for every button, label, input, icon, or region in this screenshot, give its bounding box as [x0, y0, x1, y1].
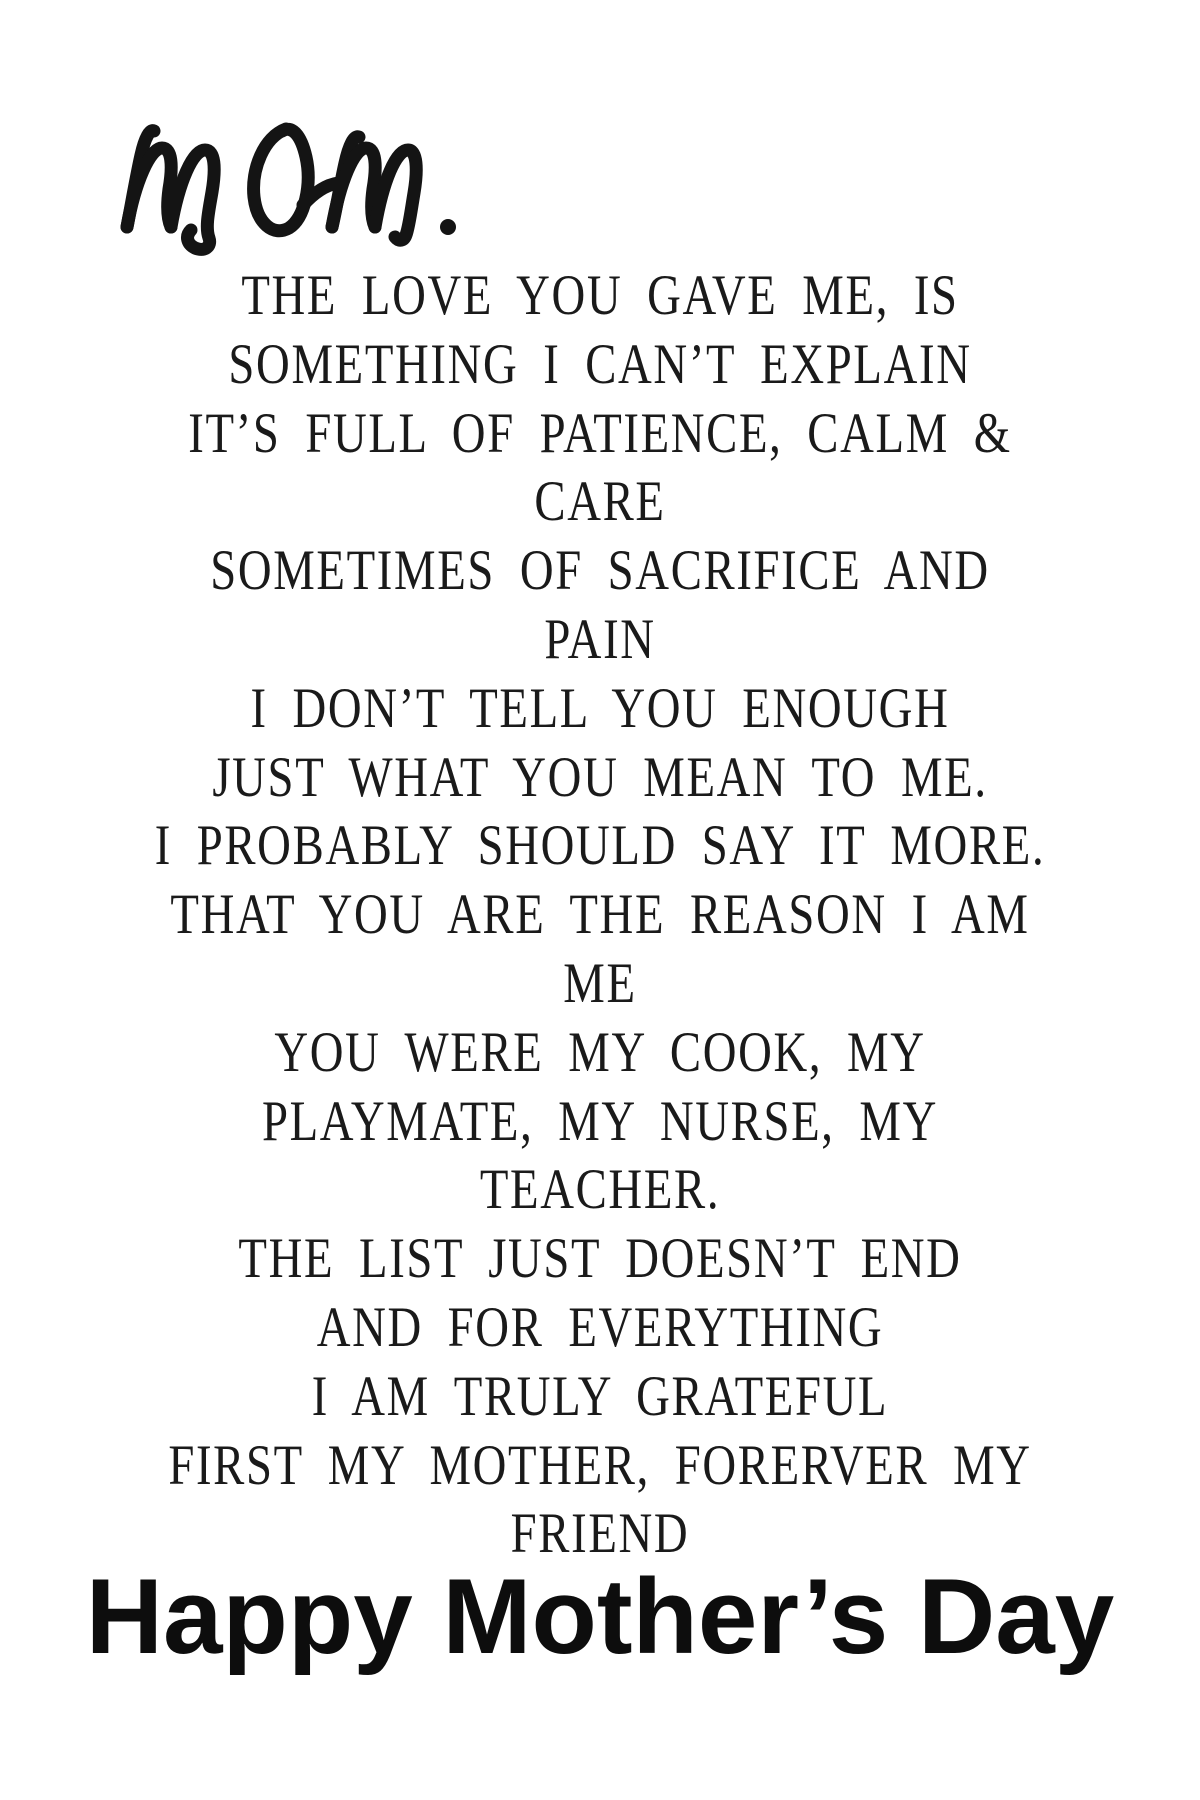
poem-line: THE LIST JUST DOESN’T END	[238, 1227, 962, 1291]
poem	[108, 262, 1092, 1569]
poem-line: THAT YOU ARE THE REASON I AM	[170, 883, 1030, 947]
poem-line: JUST WHAT YOU MEAN TO ME.	[212, 745, 988, 809]
poem-line: CARE	[534, 470, 666, 534]
poem-line: IT’S FULL OF PATIENCE, CALM &	[188, 401, 1012, 465]
poem-line: FRIEND	[510, 1502, 690, 1566]
poem-line: FIRST MY MOTHER, FORERVER MY	[168, 1433, 1032, 1497]
poem-line: PAIN	[544, 607, 656, 671]
poem-line: SOMETHING I CAN’T EXPLAIN	[228, 332, 972, 396]
poem-line: I PROBABLY SHOULD SAY IT MORE.	[154, 814, 1046, 878]
period-dot	[440, 219, 456, 235]
happy-mothers-day-title: Happy Mother’s Day	[85, 1556, 1115, 1676]
poem-line: TEACHER.	[479, 1158, 721, 1222]
poem-line: I DON’T TELL YOU ENOUGH	[250, 676, 950, 740]
poem-line: SOMETIMES OF SACRIFICE AND	[210, 539, 990, 603]
poem-line: THE LOVE YOU GAVE ME, IS	[241, 264, 959, 327]
mom-script-word	[0, 0, 1, 1]
poem-line: I AM TRULY GRATEFUL	[311, 1364, 889, 1428]
poem-line: AND FOR EVERYTHING	[316, 1295, 884, 1359]
mom-script-text-icon	[110, 115, 470, 260]
poem-line: YOU WERE MY COOK, MY	[274, 1020, 926, 1084]
poem-line: PLAYMATE, MY NURSE, MY	[261, 1089, 939, 1153]
poem-line: ME	[563, 951, 637, 1015]
